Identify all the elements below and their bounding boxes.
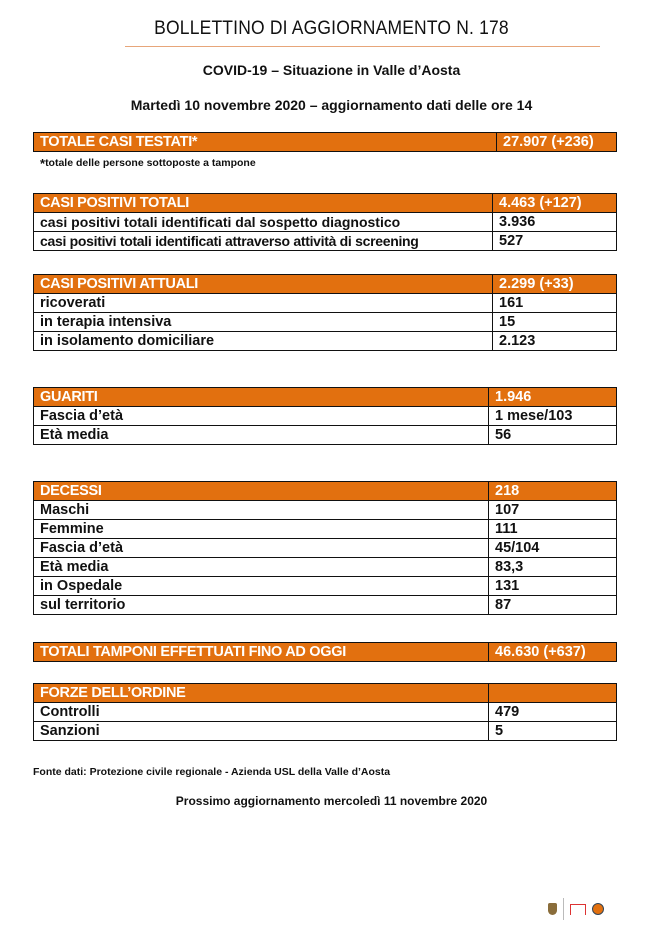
header-value: 27.907 (+236)	[497, 133, 617, 152]
bulletin-title: BOLLETTINO DI AGGIORNAMENTO N. 178	[154, 18, 509, 39]
footnote-text: totale delle persone sottoposte a tampone	[45, 157, 256, 169]
next-update: Prossimo aggiornamento mercoledì 11 novembre 2020	[175, 794, 488, 808]
row-label: Femmine	[34, 520, 489, 539]
header-value: 4.463 (+127)	[493, 194, 617, 213]
row-label: Età media	[34, 558, 489, 577]
civil-protection-logo-icon	[592, 903, 604, 915]
table-row	[34, 232, 617, 251]
health-agency-logo-icon	[570, 904, 586, 915]
row-value: 87	[489, 596, 617, 615]
row-label: sul territorio	[34, 596, 489, 615]
header-label: CASI POSITIVI ATTUALI	[34, 275, 493, 294]
header-label: TOTALI TAMPONI EFFETTUATI FINO AD OGGI	[34, 643, 489, 662]
row-label: Maschi	[34, 501, 489, 520]
table-row	[34, 703, 617, 722]
row-label: Fascia d’età	[34, 539, 489, 558]
bulletin-dateline: Martedì 10 novembre 2020 – aggiornamento dati delle ore 14	[130, 97, 533, 113]
table-row	[34, 520, 617, 539]
row-value: 56	[489, 426, 617, 445]
table-guariti	[33, 387, 617, 445]
header-label: GUARITI	[34, 388, 489, 407]
row-value: 161	[493, 294, 617, 313]
table-row	[34, 332, 617, 351]
header-value: 2.299 (+33)	[493, 275, 617, 294]
bulletin-subtitle: COVID-19 – Situazione in Valle d’Aosta	[202, 62, 461, 78]
row-value: 1 mese/103	[489, 407, 617, 426]
row-label: Età media	[34, 426, 489, 445]
label-text: TOTALE CASI TESTATI	[40, 134, 192, 150]
table-row	[34, 294, 617, 313]
row-label: in Ospedale	[34, 577, 489, 596]
row-label: Sanzioni	[34, 722, 489, 741]
row-label: Controlli	[34, 703, 489, 722]
table-header-row	[34, 482, 617, 501]
logo-separator	[563, 898, 564, 920]
table-header-row	[34, 194, 617, 213]
row-label: in isolamento domiciliare	[34, 332, 493, 351]
row-value: 527	[493, 232, 617, 251]
table-decessi	[33, 481, 617, 615]
region-crest-icon	[548, 903, 557, 915]
row-value: 3.936	[493, 213, 617, 232]
table-tamponi	[33, 642, 617, 662]
table-row	[34, 407, 617, 426]
table-row	[34, 596, 617, 615]
table-header-row	[34, 684, 617, 703]
table-header-row	[34, 133, 617, 152]
table-row	[34, 426, 617, 445]
header-label: FORZE DELL’ORDINE	[34, 684, 489, 703]
row-value: 107	[489, 501, 617, 520]
row-value: 131	[489, 577, 617, 596]
row-value: 479	[489, 703, 617, 722]
title-divider	[125, 46, 600, 47]
header-value: 218	[489, 482, 617, 501]
header-value: 46.630 (+637)	[489, 643, 617, 662]
header-value: 1.946	[489, 388, 617, 407]
table-casi-positivi-totali	[33, 193, 617, 251]
table-header-row	[34, 643, 617, 662]
table-row	[34, 722, 617, 741]
table-casi-positivi-attuali	[33, 274, 617, 351]
row-value: 83,3	[489, 558, 617, 577]
header-value	[489, 684, 617, 703]
row-value: 15	[493, 313, 617, 332]
header-label: DECESSI	[34, 482, 489, 501]
row-value: 111	[489, 520, 617, 539]
table-row	[34, 577, 617, 596]
data-source: Fonte dati: Protezione civile regionale - Azienda USL della Valle d’Aosta	[33, 766, 391, 778]
asterisk-icon: *	[40, 156, 46, 171]
table-row	[34, 501, 617, 520]
row-value: 2.123	[493, 332, 617, 351]
row-label: Fascia d’età	[34, 407, 489, 426]
row-label: ricoverati	[34, 294, 493, 313]
table-forze-ordine	[33, 683, 617, 741]
footnote	[40, 156, 256, 171]
table-header-row	[34, 388, 617, 407]
row-value: 5	[489, 722, 617, 741]
footer-logos	[548, 895, 618, 923]
row-value: 45/104	[489, 539, 617, 558]
row-label: in terapia intensiva	[34, 313, 493, 332]
table-header-row	[34, 275, 617, 294]
table-row	[34, 558, 617, 577]
table-row	[34, 313, 617, 332]
header-label	[34, 133, 497, 152]
row-label: casi positivi totali identificati attraverso attività di screening	[34, 232, 493, 251]
table-row	[34, 539, 617, 558]
row-label: casi positivi totali identificati dal sospetto diagnostico	[34, 213, 493, 232]
header-label: CASI POSITIVI TOTALI	[34, 194, 493, 213]
table-row	[34, 213, 617, 232]
table-totale-casi-testati	[33, 132, 617, 152]
asterisk-marker: *	[191, 134, 198, 150]
